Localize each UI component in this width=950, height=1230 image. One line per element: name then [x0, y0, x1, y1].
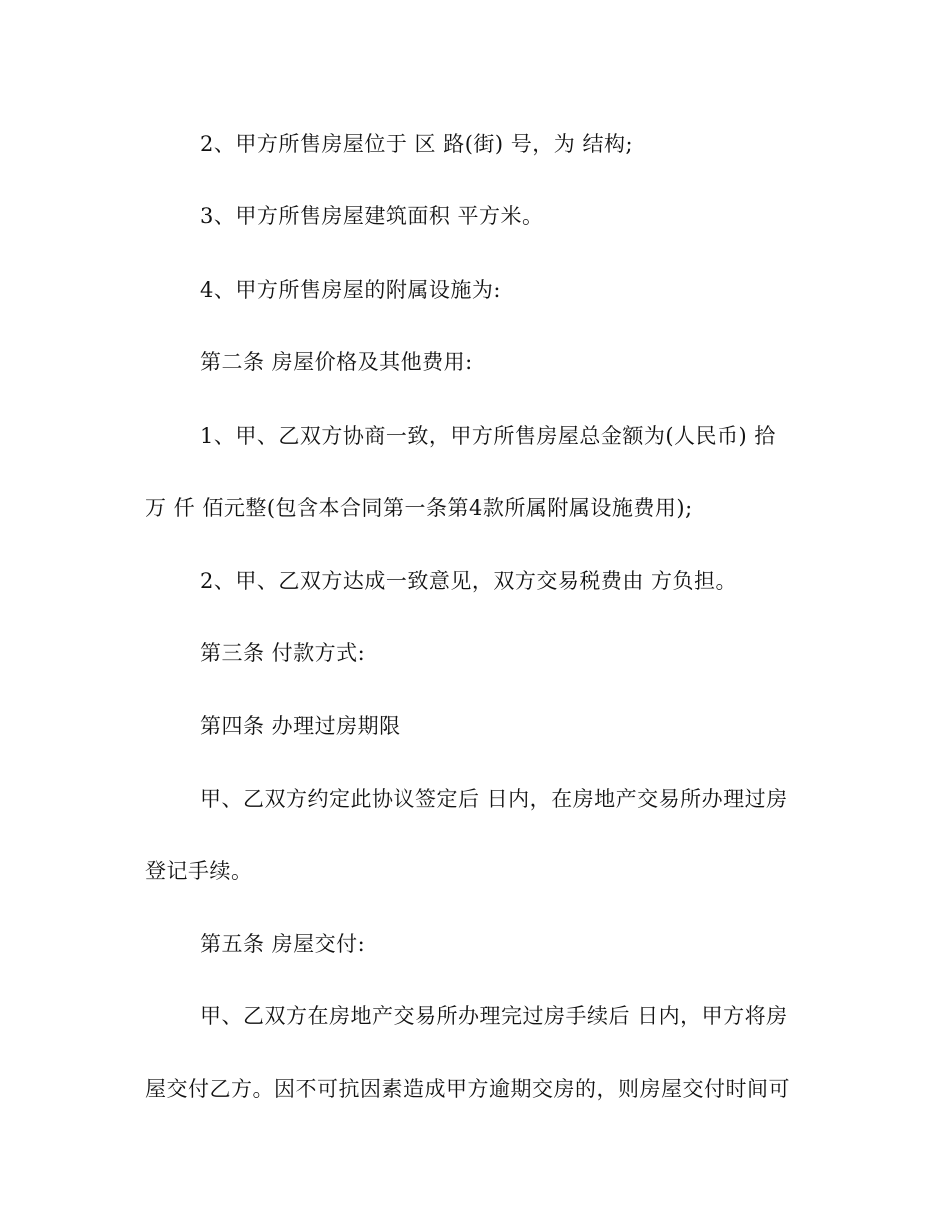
clause-5-body: 甲、乙双方在房地产交易所办理完过房手续后 日内，甲方将房 — [200, 1004, 788, 1028]
clause-5-heading: 第五条 房屋交付: — [200, 932, 366, 956]
clause-1-item-3: 3、甲方所售房屋建筑面积 平方米。 — [200, 204, 544, 228]
clause-2-item-2: 2、甲、乙双方达成一致意见，双方交易税费由 方负担。 — [200, 569, 738, 593]
clause-2-heading: 第二条 房屋价格及其他费用: — [200, 350, 473, 374]
clause-4-body-continued: 登记手续。 — [145, 859, 253, 883]
clause-4-body: 甲、乙双方约定此协议签定后 日内，在房地产交易所办理过房 — [200, 787, 788, 811]
clause-3-heading: 第三条 付款方式: — [200, 641, 366, 665]
clause-5-body-continued: 屋交付乙方。因不可抗因素造成甲方逾期交房的，则房屋交付时间可 — [145, 1077, 790, 1101]
clause-4-heading: 第四条 办理过房期限 — [200, 714, 401, 738]
clause-2-item-1-continued: 万 仟 佰元整(包含本合同第一条第4款所属附属设施费用); — [145, 496, 693, 520]
clause-1-item-4: 4、甲方所售房屋的附属设施为: — [200, 278, 501, 302]
clause-2-item-1: 1、甲、乙双方协商一致，甲方所售房屋总金额为(人民币) 拾 — [200, 424, 776, 448]
clause-1-item-2: 2、甲方所售房屋位于 区 路(街) 号，为 结构; — [200, 132, 634, 156]
